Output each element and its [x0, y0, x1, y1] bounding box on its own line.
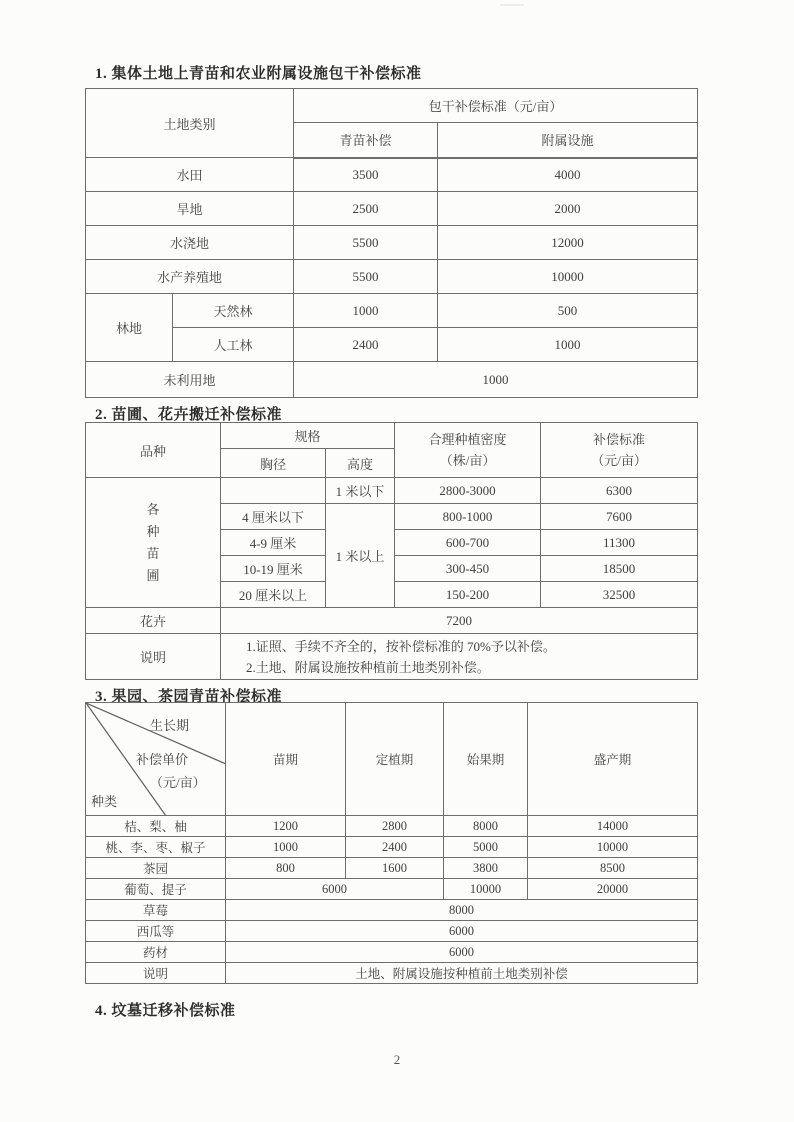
- kind-cell: 西瓜等: [86, 921, 226, 942]
- crop-value-cell: 2500: [294, 192, 438, 226]
- merged-value-cell: 1000: [294, 362, 698, 398]
- header-spec: 规格: [221, 423, 395, 449]
- kind-cell: 药材: [86, 942, 226, 963]
- land-type-cell: 水产养殖地: [86, 260, 294, 294]
- section-title-3: 3. 果园、茶园青苗补偿标准: [95, 689, 283, 705]
- facility-value-cell: 500: [438, 294, 698, 328]
- kind-cell: 葡萄、提子: [86, 879, 226, 900]
- value-cell: 8500: [528, 858, 698, 879]
- header-dbh: 胸径: [221, 449, 326, 478]
- land-type-cell: 水田: [86, 158, 294, 192]
- table-row: [86, 192, 698, 226]
- height-cell: 1 米以上: [326, 504, 395, 608]
- kind-cell: 草莓: [86, 900, 226, 921]
- scan-artifact: [500, 4, 524, 6]
- land-type-cell: 水浇地: [86, 226, 294, 260]
- dbh-cell: 4 厘米以下: [221, 504, 326, 530]
- standard-cell: 11300: [541, 530, 698, 556]
- table-collective-land-compensation: [85, 88, 698, 398]
- merged-value-cell: 6000: [226, 879, 444, 900]
- dbh-cell: 20 厘米以上: [221, 582, 326, 608]
- header-planting-stage: 定植期: [346, 703, 444, 816]
- crop-value-cell: 1000: [294, 294, 438, 328]
- table-row: [86, 816, 698, 837]
- header-density-line2: （株/亩）: [439, 453, 496, 468]
- corner-label-unit-price: 补偿单价: [136, 752, 189, 767]
- page-number: 2: [393, 1052, 401, 1067]
- table-row: [86, 608, 698, 634]
- header-facility-compensation: 附属设施: [438, 123, 698, 158]
- header-height: 高度: [326, 449, 395, 478]
- dbh-cell: 10-19 厘米: [221, 556, 326, 582]
- table-row: [86, 858, 698, 879]
- table-row: [86, 921, 698, 942]
- value-cell: 8000: [444, 816, 528, 837]
- crop-value-cell: 5500: [294, 226, 438, 260]
- value-cell: 10000: [444, 879, 528, 900]
- header-density-line1: 合理种植密度: [428, 432, 507, 447]
- header-crop-compensation: 青苗补偿: [294, 123, 438, 158]
- table-row: [86, 478, 698, 504]
- header-seedling-stage: 苗期: [226, 703, 346, 816]
- note-line2: 2.土地、附属设施按种植前土地类别补偿。: [246, 659, 490, 675]
- note-label-cell: 说明: [86, 634, 221, 680]
- corner-label-unit: （元/亩）: [150, 775, 206, 790]
- table-row: [86, 226, 698, 260]
- header-standard-line2: （元/亩）: [591, 453, 647, 468]
- table-row: [86, 260, 698, 294]
- value-cell: 2800: [346, 816, 444, 837]
- value-cell: 5000: [444, 837, 528, 858]
- header-standard: [541, 423, 698, 478]
- section-title-4: 4. 坟墓迁移补偿标准: [95, 1003, 236, 1019]
- value-cell: 800: [226, 858, 346, 879]
- table-row: [86, 837, 698, 858]
- section-title-2: 2. 苗圃、花卉搬迁补偿标准: [95, 407, 283, 423]
- facility-value-cell: 10000: [438, 260, 698, 294]
- table-orchard-tea-compensation: [85, 702, 698, 984]
- density-cell: 800-1000: [395, 504, 541, 530]
- density-cell: 600-700: [395, 530, 541, 556]
- value-cell: 3800: [444, 858, 528, 879]
- variety-nursery-cell: 各 种 苗 圃: [86, 478, 221, 608]
- table-row: [86, 942, 698, 963]
- density-cell: 300-450: [395, 556, 541, 582]
- standard-cell: 32500: [541, 582, 698, 608]
- kind-cell: 桃、李、枣、椒子: [86, 837, 226, 858]
- standard-cell: 18500: [541, 556, 698, 582]
- header-density: [395, 423, 541, 478]
- value-cell: 14000: [528, 816, 698, 837]
- diagonal-header-cell: [86, 703, 226, 816]
- facility-value-cell: 2000: [438, 192, 698, 226]
- standard-cell: 7600: [541, 504, 698, 530]
- kind-cell: 桔、梨、柚: [86, 816, 226, 837]
- dbh-cell: 4-9 厘米: [221, 530, 326, 556]
- crop-value-cell: 2400: [294, 328, 438, 362]
- corner-label-kind: 种类: [91, 794, 118, 809]
- table-row: [86, 900, 698, 921]
- standard-cell: 6300: [541, 478, 698, 504]
- value-cell: 20000: [528, 879, 698, 900]
- header-standard-line1: 补偿标准: [593, 432, 646, 447]
- header-land-type: 土地类别: [86, 89, 294, 158]
- table-row: [86, 328, 698, 362]
- value-cell: 1600: [346, 858, 444, 879]
- note-content-cell: 土地、附属设施按种植前土地类别补偿: [226, 963, 698, 984]
- dbh-cell: [221, 478, 326, 504]
- value-cell: 10000: [528, 837, 698, 858]
- table-row: [86, 362, 698, 398]
- height-cell: 1 米以下: [326, 478, 395, 504]
- table-row: [86, 963, 698, 984]
- merged-value-cell: 6000: [226, 942, 698, 963]
- merged-value-cell: 8000: [226, 900, 698, 921]
- merged-value-cell: 6000: [226, 921, 698, 942]
- value-cell: 2400: [346, 837, 444, 858]
- crop-value-cell: 5500: [294, 260, 438, 294]
- crop-value-cell: 3500: [294, 158, 438, 192]
- land-type-cell: 旱地: [86, 192, 294, 226]
- corner-label-growth-period: 生长期: [150, 718, 190, 733]
- note-line1: 1.证照、手续不齐全的，按补偿标准的 70%予以补偿。: [246, 638, 556, 654]
- note-content-cell: [221, 634, 698, 680]
- facility-value-cell: 1000: [438, 328, 698, 362]
- facility-value-cell: 12000: [438, 226, 698, 260]
- density-cell: 150-200: [395, 582, 541, 608]
- forest-subtype-cell: 天然林: [173, 294, 294, 328]
- merged-value-cell: 7200: [221, 608, 698, 634]
- land-type-cell: 未利用地: [86, 362, 294, 398]
- kind-cell: 茶园: [86, 858, 226, 879]
- table-row: [86, 879, 698, 900]
- section-title-1: 1. 集体土地上青苗和农业附属设施包干补偿标准: [95, 66, 422, 82]
- table-row: [86, 158, 698, 192]
- value-cell: 1200: [226, 816, 346, 837]
- table-nursery-flower-compensation: [85, 422, 698, 680]
- note-label-cell: 说明: [86, 963, 226, 984]
- header-initial-fruit-stage: 始果期: [444, 703, 528, 816]
- table-row: [86, 294, 698, 328]
- forest-subtype-cell: 人工林: [173, 328, 294, 362]
- table-row: [86, 634, 698, 680]
- land-type-forest-cell: 林地: [86, 294, 173, 362]
- header-full-production-stage: 盛产期: [528, 703, 698, 816]
- density-cell: 2800-3000: [395, 478, 541, 504]
- header-compensation-standard: 包干补偿标准（元/亩）: [294, 89, 698, 123]
- value-cell: 1000: [226, 837, 346, 858]
- variety-flower-cell: 花卉: [86, 608, 221, 634]
- facility-value-cell: 4000: [438, 158, 698, 192]
- header-variety: 品种: [86, 423, 221, 478]
